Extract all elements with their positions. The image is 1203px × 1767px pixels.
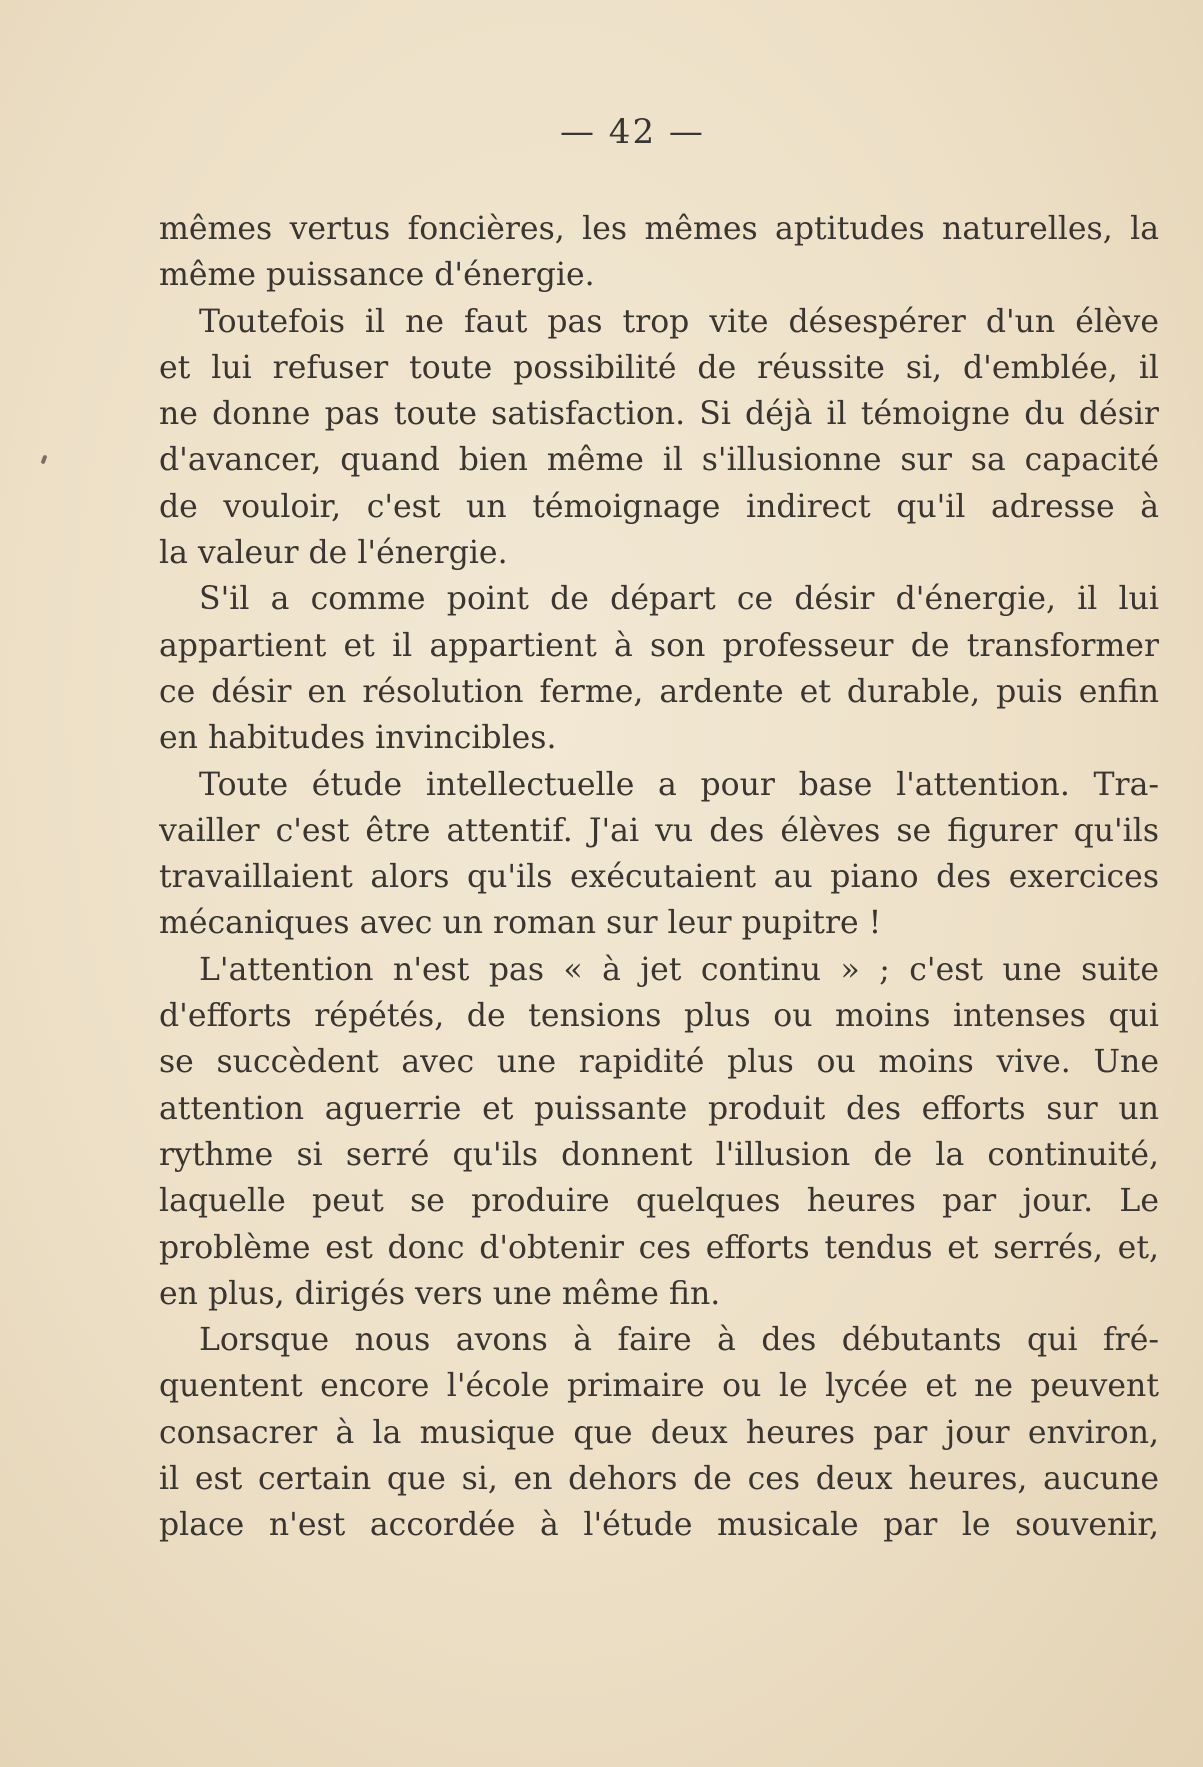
margin-ink-mark bbox=[41, 455, 48, 465]
text-line: S'il a comme point de départ ce désir d'énergie, il lui bbox=[199, 581, 1159, 618]
text-line: ce désir en résolution ferme, ardente et durable, puis enfin bbox=[159, 673, 1159, 710]
text-line: en plus, dirigés vers une même fin. bbox=[159, 1275, 721, 1312]
text-line: se succèdent avec une rapidité plus ou moins vive. Une bbox=[159, 1044, 1159, 1081]
text-line: et lui refuser toute possibilité de réussite si, d'emblée, il bbox=[159, 349, 1159, 386]
text-line: problème est donc d'obtenir ces efforts tendus et serrés, et, bbox=[159, 1229, 1159, 1266]
text-line: il est certain que si, en dehors de ces deux heures, aucune bbox=[159, 1461, 1159, 1498]
text-line: ne donne pas toute satisfaction. Si déjà il témoigne du désir bbox=[159, 396, 1159, 433]
text-line: la valeur de l'énergie. bbox=[159, 535, 508, 572]
text-line: Lorsque nous avons à faire à des débutants qui fré- bbox=[199, 1322, 1159, 1359]
page-number: — 42 — bbox=[560, 112, 705, 152]
text-line: L'attention n'est pas « à jet continu » ; c'est une suite bbox=[199, 951, 1159, 988]
text-line: Toutefois il ne faut pas trop vite désespérer d'un élève bbox=[199, 303, 1159, 340]
text-line: place n'est accordée à l'étude musicale par le souvenir, bbox=[159, 1507, 1159, 1544]
text-line: d'avancer, quand bien même il s'illusionne sur sa capacité bbox=[159, 442, 1159, 479]
text-line: rythme si serré qu'ils donnent l'illusion de la continuité, bbox=[159, 1136, 1159, 1173]
text-line: laquelle peut se produire quelques heures par jour. Le bbox=[159, 1183, 1159, 1220]
text-line: mêmes vertus foncières, les mêmes aptitudes naturelles, la bbox=[159, 211, 1159, 247]
text-line: en habitudes invincibles. bbox=[159, 720, 557, 757]
text-line: travaillaient alors qu'ils exécutaient au piano des exercices bbox=[159, 859, 1159, 896]
text-line: mécaniques avec un roman sur leur pupitre ! bbox=[159, 905, 882, 942]
text-line: d'efforts répétés, de tensions plus ou moins intenses qui bbox=[159, 998, 1159, 1035]
text-line: même puissance d'énergie. bbox=[159, 257, 595, 294]
text-line: consacrer à la musique que deux heures par jour environ, bbox=[159, 1414, 1159, 1451]
text-line: quentent encore l'école primaire ou le lycée et ne peuvent bbox=[159, 1368, 1159, 1405]
text-line: de vouloir, c'est un témoignage indirect qu'il adresse à bbox=[159, 488, 1159, 525]
text-line: vailler c'est être attentif. J'ai vu des élèves se figurer qu'ils bbox=[159, 812, 1159, 849]
text-line: appartient et il appartient à son professeur de transformer bbox=[159, 627, 1159, 664]
text-line: Toute étude intellectuelle a pour base l'attention. Tra- bbox=[199, 766, 1159, 803]
text-line: attention aguerrie et puissante produit des efforts sur un bbox=[159, 1090, 1159, 1127]
body-text bbox=[159, 206, 1159, 1549]
